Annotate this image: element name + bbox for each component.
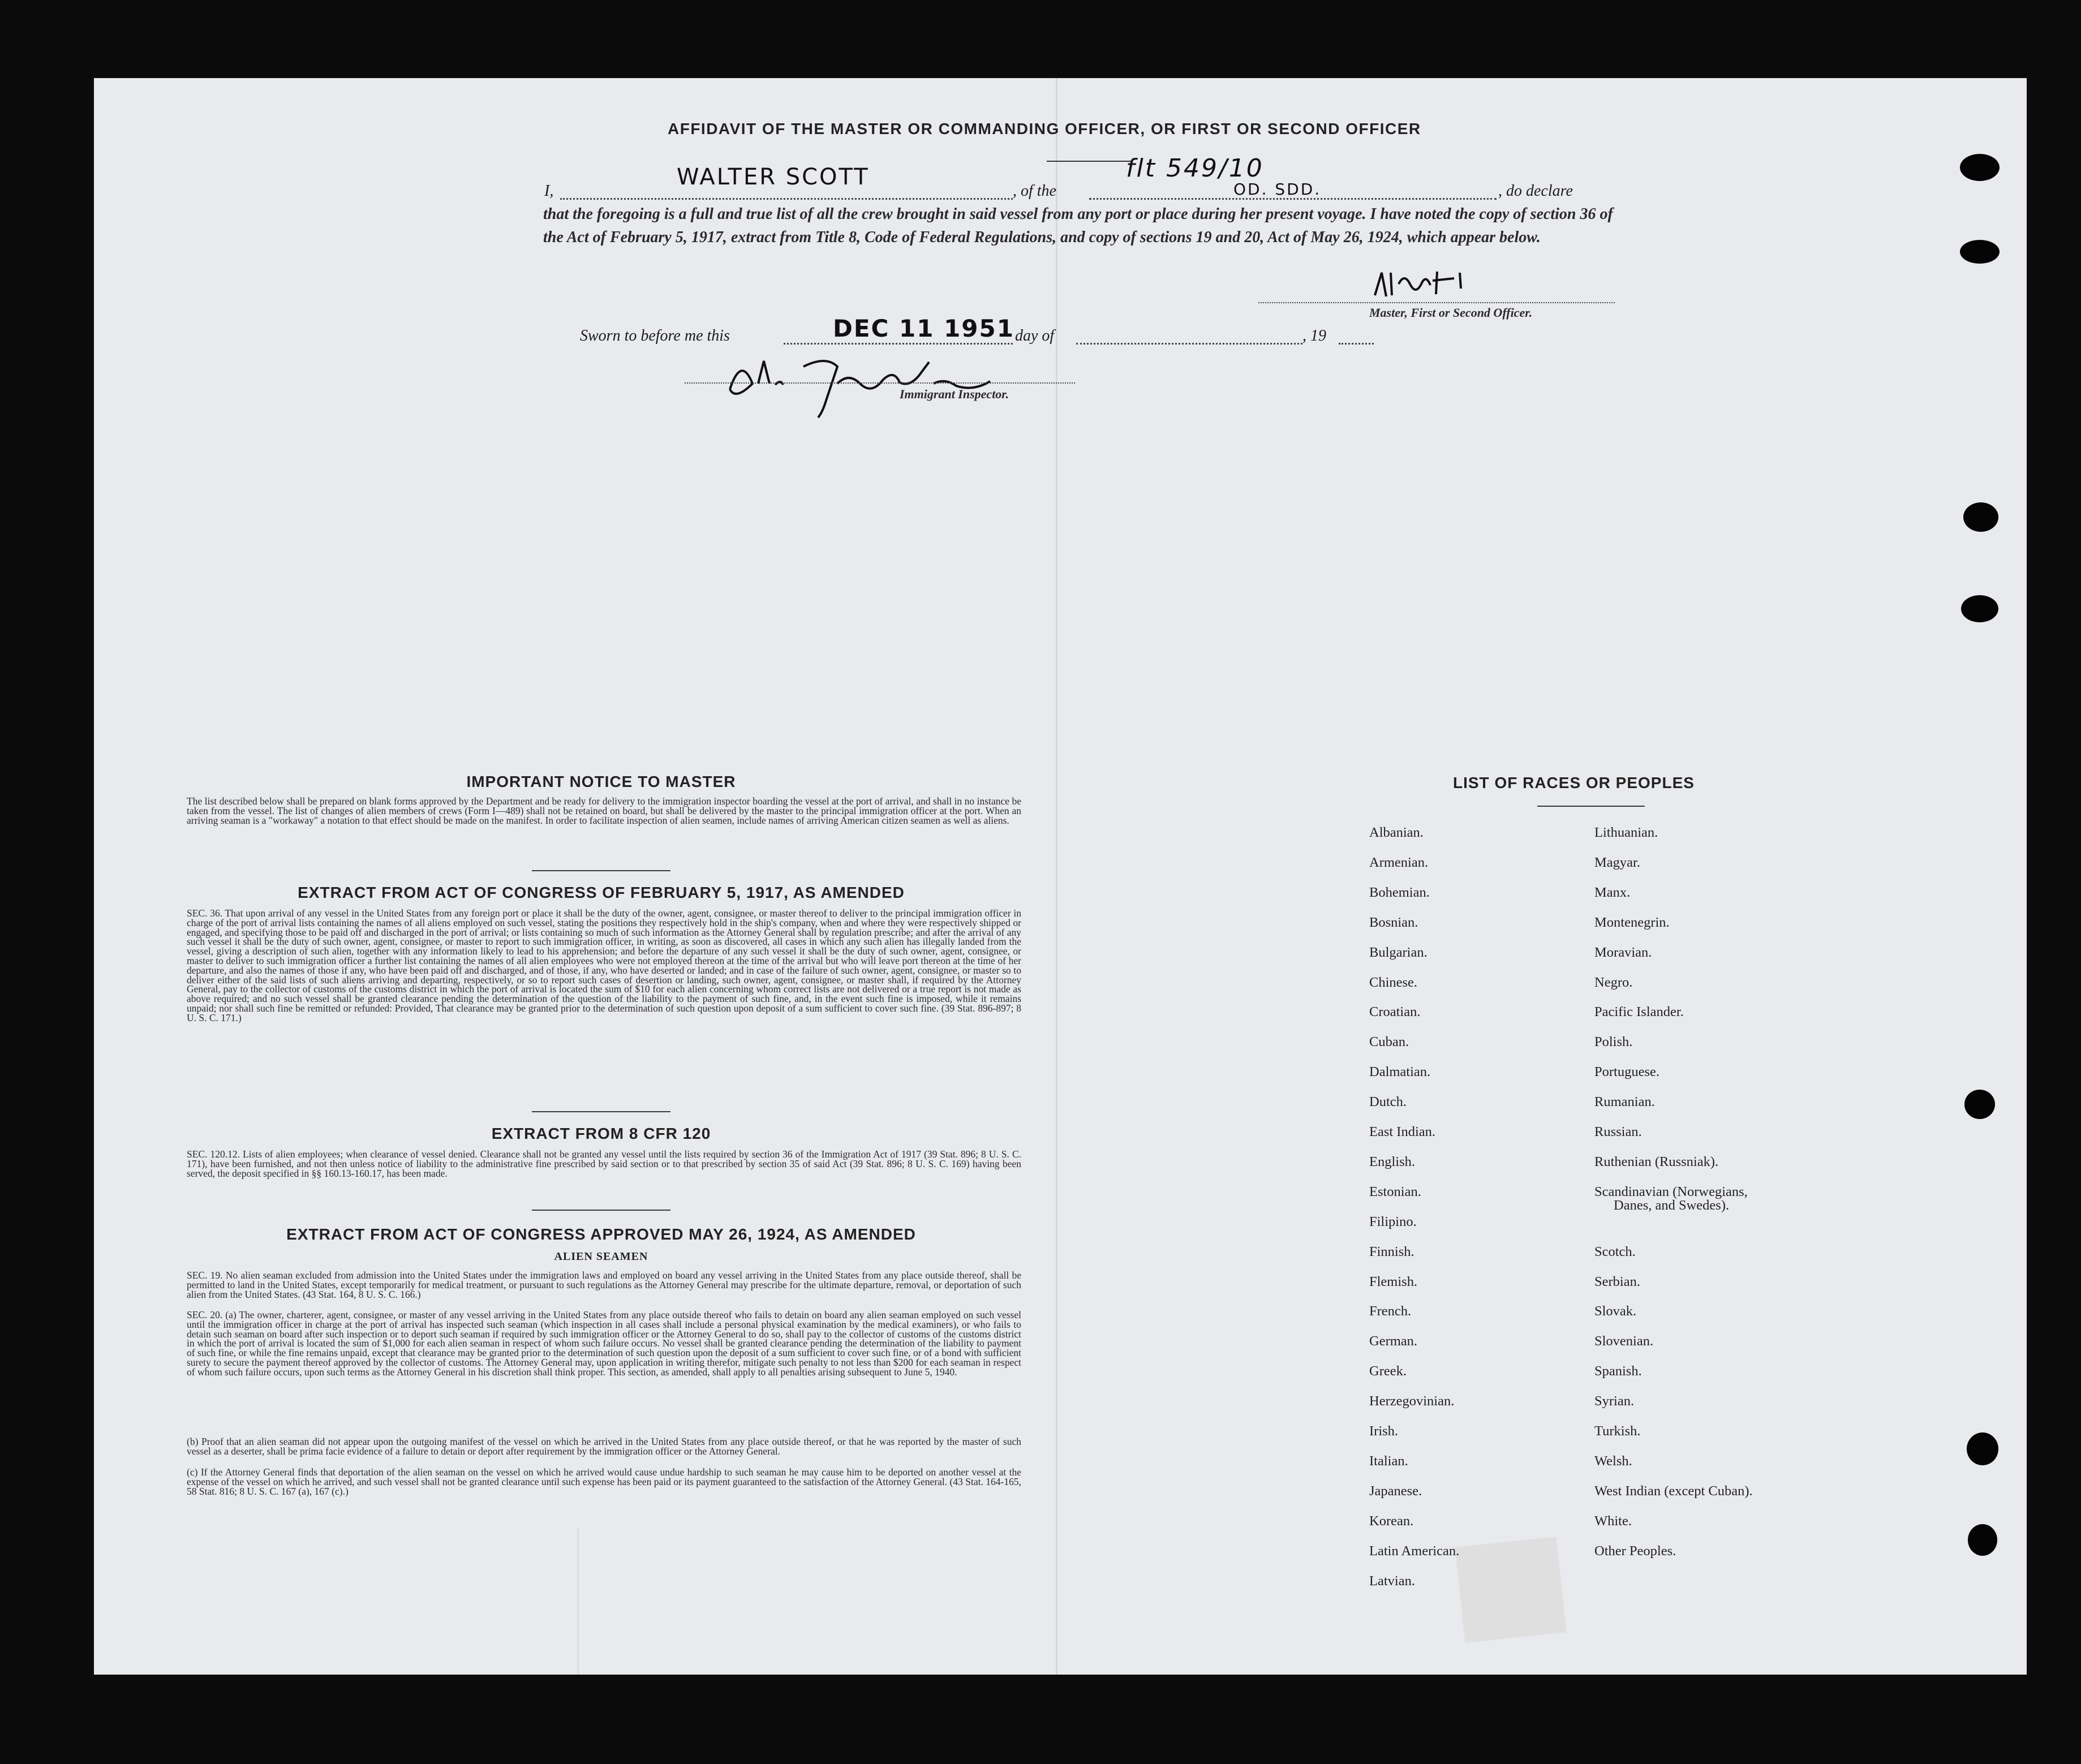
race-item: East Indian.: [1369, 1124, 1436, 1139]
divider: [532, 1210, 670, 1211]
race-item: Scotch.: [1594, 1244, 1636, 1259]
sec-20a-text: SEC. 20. (a) The owner, charterer, agent, consignee, or master of any vessel arriving in the United States from any place outside thereof who fails to detain on board any alien seaman employed on such vessel until the immigration officer in charge at the port of arrival has inspected such seaman (which inspection in all cases shall include a personal physical examination by the medical examiners), or who fails to detain such seaman on board after such inspection or to deport such seaman if required by such immigration officer or the Attorney General to do so, shall pay to the collector of customs of the customs district in which the port of arrival is located the sum of $1,000 for each alien seaman in respect of whom such failure occurs. No vessel shall be granted clearance pending the determination of the liability to payment of such fine, or while the fine remains unpaid, except that clearance may be granted prior to the determination of such question upon the deposit of a sum sufficient to cover such fine, or of a bond with sufficient surety to secure the payment thereof approved by the collector of customs. The Attorney General may, upon application in writing therefor, mitigate such penalty to not less than $200 for each seaman in respect of whom such failure occurs, upon such terms as the Attorney General in his discretion shall think proper. This section, as amended, shall apply to all penalties arising subsequent to June 5, 1940.: [187, 1309, 1021, 1378]
race-item: Dutch.: [1369, 1094, 1407, 1110]
race-item: English.: [1369, 1154, 1415, 1169]
sec-19-text: SEC. 19. No alien seaman excluded from admission into the United States under the immigration laws and employed on board any vessel arriving in the United States from any place outside thereof, shall be permitted to land in the United States, except temporarily for medical treatment, or pursuant to such regulations as the Attorney General may prescribe for the ultimate departure, removal, or deportation of such alien from the United States. (43 Stat. 164, 8 U. S. C. 166.): [187, 1270, 1021, 1300]
race-item: Bulgarian.: [1369, 944, 1428, 960]
notice-text: The list described below shall be prepared on blank forms approved by the Department and be ready for delivery to the immigration inspector boarding the vessel at the port of arrival, and shall in no instance be taken from the vessel. The list of changes of alien members of crews (Form I—489) shall not be retained on board, but shall be delivered by the master to the principal immigration officer at the port. When an arriving seaman is a "workaway" a notation to that effect should be made on the manifest. In order to facilitate inspection of alien seamen, include names of arriving American citizen seamen as well as aliens.: [187, 795, 1021, 826]
race-item: Herzegovinian.: [1369, 1393, 1455, 1409]
vessel-handwritten-2: OD. SDD.: [1233, 180, 1322, 199]
race-item: Armenian.: [1369, 854, 1429, 870]
day-of-label: day of: [1015, 327, 1055, 345]
race-item: Serbian.: [1594, 1273, 1640, 1289]
race-item: Rumanian.: [1594, 1094, 1655, 1110]
race-item: Russian.: [1594, 1124, 1642, 1139]
race-item: Chinese.: [1369, 974, 1418, 990]
i-label: I,: [544, 182, 554, 200]
master-signature: [1369, 261, 1482, 307]
extract-1917-text: SEC. 36. That upon arrival of any vessel in the United States from any foreign port or place it shall be the duty of the owner, agent, consignee, or master thereof to deliver to the principal immigration officer in charge of the port of arrival lists containing the names of all aliens employed on such vessel, stating the positions they respectively hold in the ship's company, when and where they were respectively shipped or engaged, and specifying those to be paid off and discharged in the port of arrival; or lists containing so much of such information as the Attorney General shall by regulation prescribe; and after the arrival of any such vessel it shall be the duty of such owner, agent, consignee, or master to report to such immigration officer, in writing, as soon as discovered, all cases in which any such alien has illegally landed from the vessel, giving a description of such alien, together with any information likely to lead to his apprehension; and before the departure of any such vessel it shall be the duty of such owner, agent, consignee, or master to deliver to such immigration officer a further list containing the names of all alien employees who were not employed thereon at the time of the arrival but who will leave port thereon at the time of her departure, and also the names of those if any, who have been paid off and discharged, and of those, if any, who have deserted or landed; and in case of the failure of such owner, agent, consignee, or master so to deliver either of the said lists of such aliens arriving and departing, respectively, or so to report such cases of desertion or landing, such owner, agent, consignee, or master shall, if required by the Attorney General, pay to the collector of customs of the customs district in which the port of arrival is located the sum of $10 for each alien concerning whom correct lists are not delivered or a true report is not made as above required; and no such vessel shall be granted clearance pending the determination of the question of the liability to the payment of such fine, and, in the event such fine is imposed, while it remains unpaid; nor shall such fine be remitted or refunded: Provided, That clearance may be granted prior to the determination of such question upon deposit of a sum sufficient to cover such fine. (39 Stat. 896-897; 8 U. S. C. 171.): [187, 907, 1021, 1023]
month-line: [1076, 343, 1302, 345]
punch-hole: [1961, 595, 1998, 622]
race-item: Cuban.: [1369, 1034, 1409, 1050]
race-item: Filipino.: [1369, 1214, 1417, 1229]
extract-cfr-text: SEC. 120.12. Lists of alien employees; when clearance of vessel denied. Clearance shall not be granted any vessel until the lists required by section 36 of the Immigration Act of 1917 (39 Stat. 896; 8 U. S. C. 171), have been furnished, and not then unless notice of liability to the administrative fine prescribed by said section or to that prescribed by section 35 of said Act (39 Stat. 896; 8 U. S. C. 169) having been served, the deposit specified in §§ 160.13-160.17, has been made.: [187, 1148, 1021, 1179]
divider: [532, 870, 670, 871]
race-item: Slovenian.: [1594, 1333, 1654, 1349]
date-stamp: DEC 11 1951: [833, 315, 1014, 342]
punch-hole: [1967, 1432, 1998, 1465]
race-item: White.: [1594, 1513, 1632, 1529]
page-crease: [577, 1528, 579, 1675]
race-item: West Indian (except Cuban).: [1594, 1483, 1753, 1499]
notice-title: IMPORTANT NOTICE TO MASTER: [466, 773, 736, 790]
race-item: Albanian.: [1369, 825, 1424, 840]
race-item: Scandinavian (Norwegians,: [1594, 1184, 1748, 1199]
tape-patch: [1455, 1537, 1567, 1643]
race-item: Korean.: [1369, 1513, 1414, 1529]
punch-hole: [1964, 1090, 1995, 1119]
year-line: [1339, 343, 1374, 345]
sworn-label: Sworn to before me this: [580, 327, 730, 345]
race-item: Ruthenian (Russniak).: [1594, 1154, 1719, 1169]
race-item: Irish.: [1369, 1423, 1399, 1439]
race-item: Portuguese.: [1594, 1064, 1659, 1080]
race-item: Latin American.: [1369, 1543, 1460, 1559]
race-item: Latvian.: [1369, 1573, 1415, 1589]
declaration-text: that the foregoing is a full and true list of all the crew brought in said vessel from any port or place during her present voyage. I have noted the copy of section 36 of the Act of February 5, 1917, extract from Title 8, Code of Federal Regulations, and copy of sections 19 and 20, Act of May 26, 1924, which appear below.: [543, 205, 1613, 246]
extract-1924-title: EXTRACT FROM ACT OF CONGRESS APPROVED MAY 26, 1924, AS AMENDED: [286, 1225, 916, 1243]
sec-20b-text: (b) Proof that an alien seaman did not appear upon the outgoing manifest of the vessel on which he arrived in the United States from any place outside thereof, or that he was reported by the master of such vessel as a deserter, shall be prima facie evidence of a failure to detain or deport after requirement by the immigration officer or the Attorney General.: [187, 1436, 1021, 1457]
master-caption: Master, First or Second Officer.: [1369, 306, 1533, 320]
extract-cfr-title: EXTRACT FROM 8 CFR 120: [491, 1125, 711, 1142]
race-item: French.: [1369, 1303, 1412, 1319]
punch-hole: [1963, 502, 1998, 532]
race-item: Bohemian.: [1369, 884, 1430, 900]
divider: [1047, 161, 1132, 162]
race-item: Moravian.: [1594, 944, 1652, 960]
race-item: Finnish.: [1369, 1244, 1414, 1259]
race-item: Montenegrin.: [1594, 914, 1670, 930]
race-item: Danes, and Swedes).: [1614, 1197, 1730, 1213]
divider: [532, 1111, 670, 1112]
name-line: [560, 198, 1013, 200]
race-item: Lithuanian.: [1594, 825, 1658, 840]
race-item: Italian.: [1369, 1453, 1408, 1469]
race-item: Syrian.: [1594, 1393, 1635, 1409]
inspector-caption: Immigrant Inspector.: [900, 387, 1009, 401]
race-item: Flemish.: [1369, 1273, 1418, 1289]
race-item: Japanese.: [1369, 1483, 1422, 1499]
page-fold: [1056, 78, 1057, 1675]
race-item: Dalmatian.: [1369, 1064, 1431, 1080]
race-item: Spanish.: [1594, 1363, 1642, 1379]
date-line: [784, 343, 1013, 345]
race-item: Croatian.: [1369, 1004, 1421, 1020]
vessel-handwritten: flt 549/10: [1126, 154, 1264, 183]
race-item: Manx.: [1594, 884, 1631, 900]
inspector-signature: [719, 350, 1035, 423]
document-page: [94, 78, 2027, 1675]
race-item: German.: [1369, 1333, 1418, 1349]
races-title: LIST OF RACES OR PEOPLES: [1453, 774, 1695, 791]
extract-1924-subtitle: ALIEN SEAMEN: [554, 1250, 648, 1263]
of-the-label: , of the: [1013, 182, 1056, 200]
punch-hole: [1960, 240, 2000, 264]
year-label: , 19: [1302, 327, 1326, 345]
race-item: Polish.: [1594, 1034, 1633, 1050]
divider: [1537, 806, 1645, 807]
race-item: Negro.: [1594, 974, 1633, 990]
race-item: Greek.: [1369, 1363, 1407, 1379]
race-item: Slovak.: [1594, 1303, 1637, 1319]
punch-hole: [1960, 154, 2000, 181]
master-signature-line: [1258, 302, 1615, 303]
sec-20c-text: (c) If the Attorney General finds that deportation of the alien seaman on the vessel on which he arrived would cause undue hardship to such seaman he may cause him to be deported on another vessel at the expense of the vessel on which he arrived, and such vessel shall not be granted clearance until such expense has been paid or its payment guaranteed to the satisfaction of the Attorney General. (43 Stat. 164-165, 58 Stat. 816; 8 U. S. C. 167 (a), 167 (c).): [187, 1466, 1021, 1497]
race-item: Turkish.: [1594, 1423, 1641, 1439]
race-item: Pacific Islander.: [1594, 1004, 1684, 1020]
affidavit-title: AFFIDAVIT OF THE MASTER OR COMMANDING OFFICER, OR FIRST OR SECOND OFFICER: [668, 120, 1421, 137]
master-name-handwritten: WALTER SCOTT: [677, 164, 870, 190]
inspector-signature-line: [685, 382, 1075, 384]
punch-hole: [1968, 1524, 1997, 1556]
race-item: Magyar.: [1594, 854, 1640, 870]
do-declare-label: , do declare: [1498, 182, 1573, 200]
race-item: Bosnian.: [1369, 914, 1418, 930]
race-item: Welsh.: [1594, 1453, 1632, 1469]
race-item: Estonian.: [1369, 1184, 1421, 1199]
race-item: Other Peoples.: [1594, 1543, 1676, 1559]
extract-1917-title: EXTRACT FROM ACT OF CONGRESS OF FEBRUARY 5, 1917, AS AMENDED: [298, 884, 905, 901]
